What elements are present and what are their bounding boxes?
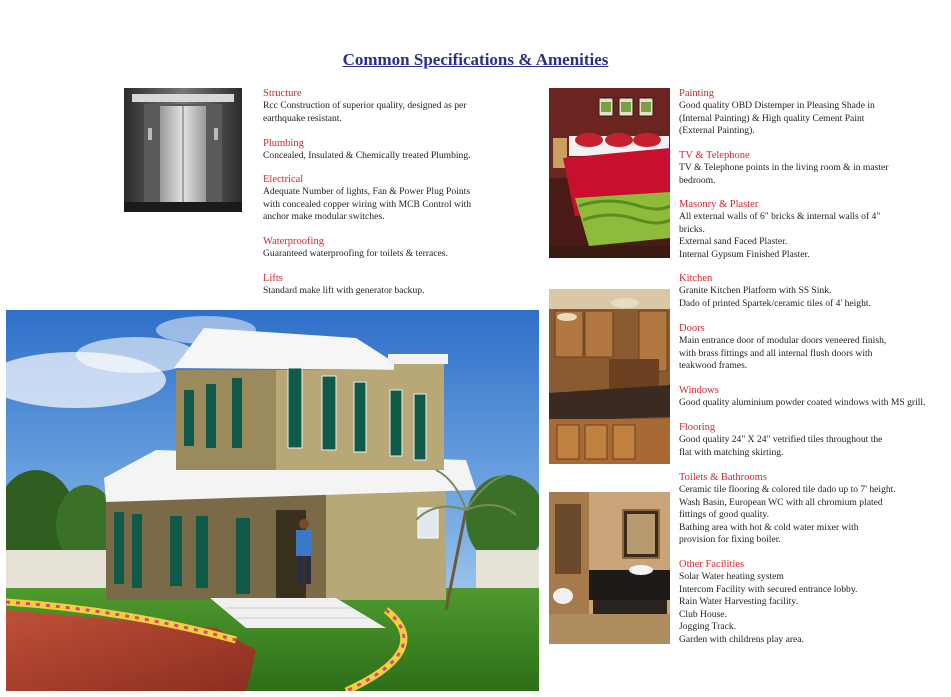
spec-heading: TV & Telephone — [679, 150, 750, 161]
spec-plumbing — [263, 137, 471, 163]
spec-text: Good quality OBD Distemper in Pleasing Shade in (Internal Painting) & High quality Cement Paint (External Painting). — [679, 100, 875, 136]
spec-text: TV & Telephone points in the living room & in master bedroom. — [679, 162, 889, 186]
spec-text: Granite Kitchen Platform with SS Sink. Dado of printed Spartek/ceramic tiles of 4' height. — [679, 285, 871, 309]
spec-heading: Painting — [679, 88, 715, 99]
spec-heading: Kitchen — [679, 273, 713, 284]
spec-kitchen — [679, 272, 871, 310]
kitchen-photo — [549, 289, 670, 464]
bedroom-photo — [549, 88, 670, 258]
spec-lifts — [263, 272, 424, 298]
spec-heading: Masonry & Plaster — [679, 199, 759, 210]
spec-tv-telephone — [679, 149, 888, 187]
spec-heading: Other Facilities — [679, 559, 745, 570]
spec-heading: Structure — [263, 88, 302, 99]
spec-text: Main entrance door of modular doors veneered finish, with brass fittings and all internal flush doors with teakwood frames. — [679, 335, 887, 371]
bathroom-photo — [549, 492, 670, 644]
spec-heading: Toilets & Bathrooms — [679, 472, 767, 483]
spec-heading: Waterproofing — [263, 236, 324, 247]
spec-text: Adequate Number of lights, Fan & Power Plug Points with concealed copper wiring with MCB Control with anchor make modular switches. — [263, 186, 472, 222]
spec-flooring — [679, 421, 882, 459]
spec-heading: Electrical — [263, 174, 304, 185]
spec-heading: Lifts — [263, 273, 283, 284]
spec-text: All external walls of 6" bricks & internal walls of 4" bricks. External sand Faced Plaster. Internal Gypsum Finished Plaster. — [679, 211, 881, 260]
spec-text: Good quality aluminium powder coated windows with MS grill. — [679, 397, 926, 408]
spec-text: Ceramic tile flooring & colored tile dado up to 7' height. Wash Basin, European WC with all chromium plated fittings of good quality. Bathing area with hot & cold water mixer with provision for fixing boiler. — [679, 484, 896, 545]
spec-toilets-bathrooms — [679, 471, 896, 547]
villa-rendering — [6, 310, 539, 691]
spec-heading: Flooring — [679, 422, 716, 433]
spec-text: Guaranteed waterproofing for toilets & terraces. — [263, 248, 448, 259]
page-title: Common Specifications & Amenities — [342, 50, 609, 69]
spec-text: Rcc Construction of superior quality, designed as per earthquake resistant. — [263, 100, 467, 124]
spec-heading: Plumbing — [263, 138, 304, 149]
spec-doors — [679, 322, 886, 373]
spec-text: Concealed, Insulated & Chemically treated Plumbing. — [263, 150, 471, 161]
spec-windows — [679, 384, 925, 410]
spec-text: Good quality 24" X 24" vetrified tiles throughout the flat with matching skirting. — [679, 434, 883, 458]
spec-electrical — [263, 173, 471, 224]
spec-masonry-plaster — [679, 198, 880, 261]
spec-text: Solar Water heating system Intercom Facility with secured entrance lobby. Rain Water Harvesting facility. Club House. Jogging Track. Garden with childrens play area. — [679, 571, 858, 645]
spec-structure — [263, 87, 466, 125]
spec-heading: Windows — [679, 385, 719, 396]
spec-heading: Doors — [679, 323, 705, 334]
spec-other-facilities — [679, 558, 857, 646]
spec-painting — [679, 87, 875, 138]
spec-waterproofing — [263, 235, 448, 261]
spec-text: Standard make lift with generator backup. — [263, 285, 425, 296]
elevator-photo — [124, 88, 242, 212]
